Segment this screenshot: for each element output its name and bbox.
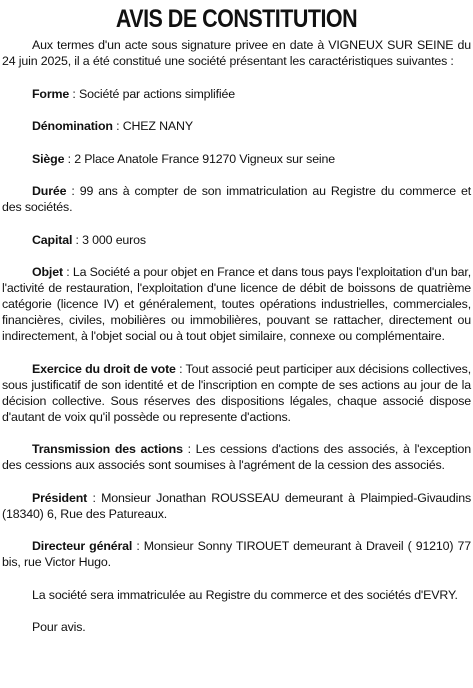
denomination-label: Dénomination — [32, 119, 113, 133]
capital-paragraph — [2, 232, 471, 248]
duree-value: : 99 ans à compter de son immatriculation au Registre du commerce et des sociétés. — [2, 184, 471, 214]
duree-paragraph — [2, 183, 471, 215]
president-label: Président — [32, 490, 88, 505]
objet-label: Objet — [32, 265, 63, 279]
vote-label: Exercice du droit de vote — [32, 361, 176, 376]
capital-value: : 3 000 euros — [72, 232, 146, 247]
president-paragraph — [2, 490, 471, 522]
directeur-value: : Monsieur Sonny TIROUET demeurant à Draveil ( 91210) 77 bis, rue Victor Hugo. — [2, 539, 471, 569]
transmission-label: Transmission des actions — [32, 442, 183, 456]
notice-title: AVIS DE CONSTITUTION — [115, 5, 358, 33]
objet-paragraph — [2, 264, 471, 344]
immatriculation-paragraph: La société sera immatriculée au Registre du commerce et des sociétés d'EVRY. — [32, 587, 458, 602]
denomination-paragraph — [2, 118, 471, 134]
directeur-label: Directeur général — [32, 539, 133, 553]
vote-value: : Tout associé peut participer aux décisions collectives, sous justificatif de son identité et de l'inscription en compte de ses actions au jour de la décision collective. Sous réserves des dispositions légales, chaque associé dispose d'autant de voix qu'il possède ou represente d'actions. — [2, 361, 471, 424]
president-value: : Monsieur Jonathan ROUSSEAU demeurant à Plaimpied-Givaudins (18340) 6, Rue des Patureaux. — [2, 490, 471, 521]
intro-paragraph: Aux termes d'un acte sous signature privee en date à VIGNEUX SUR SEINE du 24 juin 2025, il a été constitué une société présentant les caractéristiques suivantes : — [2, 38, 471, 68]
closing-paragraph: Pour avis. — [32, 620, 86, 634]
siege-label: Siège — [32, 151, 65, 166]
denomination-value: : CHEZ NANY — [112, 119, 193, 133]
objet-value: : La Société a pour objet en France et dans tous pays l'exploitation d'un bar, l'activité de restauration, l'exploitation d'une licence de débit de boissons de quatrième catégorie (licence IV) et généralement, toutes opérations industrielles, commerciales, financières, civiles, mobilières ou immobilières, pouvant se rattacher, directement ou indirectement, à l'objet social ou à tout objet similaire, connexe ou complémentaire. — [2, 265, 471, 343]
vote-paragraph — [2, 361, 471, 425]
duree-label: Durée — [32, 184, 67, 198]
siege-value: : 2 Place Anatole France 91270 Vigneux sur seine — [64, 151, 336, 166]
transmission-paragraph — [2, 441, 471, 473]
directeur-paragraph — [2, 538, 471, 570]
forme-value: : Société par actions simplifiée — [69, 86, 235, 101]
siege-paragraph — [2, 151, 471, 167]
forme-paragraph — [2, 86, 471, 102]
forme-label: Forme — [32, 86, 70, 101]
transmission-value: : Les cessions d'actions des associés, à l'exception des cessions aux associés sont soumises à l'agrément de la cession des associés. — [2, 442, 471, 472]
capital-label: Capital — [32, 232, 73, 247]
